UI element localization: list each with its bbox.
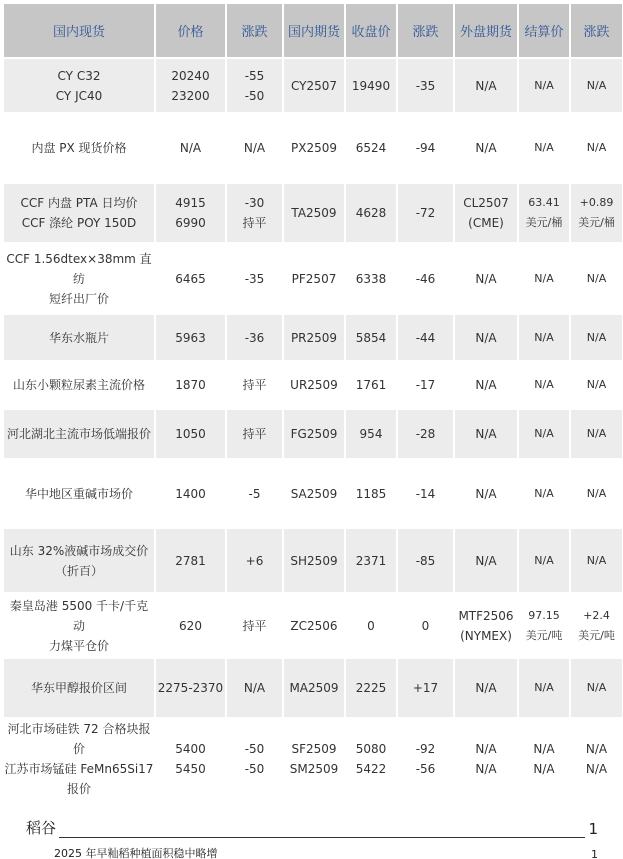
header-external-change: 涨跌: [571, 4, 622, 57]
cell-futures-contract: [284, 315, 344, 360]
cell-close-price-line: 954: [359, 427, 383, 441]
cell-futures-change: [398, 719, 453, 799]
cell-external-change-line: N/A: [586, 681, 607, 694]
cell-close-price: [346, 362, 396, 408]
cell-spot-name-line: 华中地区重碱市场价: [24, 486, 133, 501]
cell-spot-price-line: 1870: [175, 378, 206, 392]
cell-futures-change: [398, 410, 453, 458]
cell-close-price: [346, 114, 396, 182]
cell-external-change-line: N/A: [586, 553, 607, 567]
cell-futures-contract: [284, 410, 344, 458]
header-domestic-spot: 国内现货: [4, 4, 154, 57]
cell-close-price: [346, 315, 396, 360]
cell-close-price-line: 1761: [355, 378, 387, 392]
header-domestic-futures: 国内期货: [284, 4, 344, 57]
cell-settle-price: [519, 244, 569, 313]
cell-spot-price: [156, 59, 225, 112]
cell-spot-price-line: 2275-2370: [157, 681, 224, 695]
cell-spot-name-line: 报价: [66, 782, 91, 796]
cell-spot-price: [156, 659, 225, 717]
cell-settle-price-line: 97.15: [528, 608, 560, 622]
table-row: [4, 460, 622, 527]
cell-spot-name: [4, 659, 154, 717]
header-settle-price: 结算价: [519, 4, 569, 57]
cell-settle-price-line: N/A: [534, 141, 554, 154]
cell-external-change: [571, 184, 622, 242]
cell-external-contract: [455, 362, 517, 408]
cell-futures-contract: [284, 244, 344, 313]
cell-futures-change-line: +17: [412, 681, 439, 695]
cell-futures-contract-line: PX2509: [291, 141, 337, 155]
cell-settle-price: [519, 114, 569, 182]
cell-external-contract-line: N/A: [475, 553, 497, 568]
table-row: [4, 315, 622, 360]
cell-external-change-line: 美元/吨: [578, 628, 615, 642]
cell-spot-price-line: 6465: [175, 271, 206, 286]
cell-spot-name-line: 短纤出厂价: [48, 291, 109, 306]
cell-spot-name: [4, 315, 154, 360]
cell-spot-change: [227, 410, 282, 458]
cell-futures-change-line: -85: [415, 553, 436, 568]
cell-spot-name-line: CCF 内盘 PTA 日均价: [20, 196, 138, 210]
cell-spot-change: [227, 460, 282, 527]
cell-spot-change: [227, 244, 282, 313]
cell-futures-change: [398, 114, 453, 182]
cell-futures-change-line: -14: [415, 486, 436, 501]
toc-section-page: 1: [588, 820, 598, 838]
cell-external-contract: [455, 460, 517, 527]
cell-futures-contract: [284, 362, 344, 408]
cell-spot-change: [227, 719, 282, 799]
cell-spot-change-line: -50: [244, 742, 265, 756]
cell-external-contract-line: N/A: [475, 141, 497, 155]
cell-close-price: [346, 184, 396, 242]
cell-external-change: [571, 719, 622, 799]
cell-spot-name-line: 力煤平仓价: [48, 638, 109, 653]
cell-futures-change-line: -92: [415, 742, 436, 756]
cell-futures-change-line: -46: [415, 271, 436, 286]
cell-close-price-line: 5422: [355, 762, 387, 776]
cell-close-price: [346, 244, 396, 313]
cell-spot-name: [4, 410, 154, 458]
cell-spot-change: [227, 59, 282, 112]
cell-settle-price-line: N/A: [534, 486, 554, 500]
cell-external-change: [571, 362, 622, 408]
cell-external-change: [571, 244, 622, 313]
cell-external-change: [571, 410, 622, 458]
cell-external-contract: [455, 659, 517, 717]
cell-spot-name: [4, 529, 154, 592]
cell-futures-contract-line: SM2509: [289, 762, 339, 776]
table-body: [4, 59, 622, 799]
cell-external-change-line: N/A: [586, 330, 607, 344]
cell-settle-price: [519, 315, 569, 360]
table-row: [4, 59, 622, 112]
cell-spot-price: [156, 184, 225, 242]
cell-spot-price-line: 620: [179, 618, 202, 633]
cell-spot-price-line: 2781: [175, 553, 206, 568]
cell-external-contract: [455, 184, 517, 242]
cell-settle-price: [519, 594, 569, 657]
cell-spot-change: [227, 529, 282, 592]
cell-spot-name: [4, 362, 154, 408]
cell-futures-contract: [284, 594, 344, 657]
table-row: [4, 184, 622, 242]
cell-settle-price-line: N/A: [533, 742, 555, 756]
header-price: 价格: [156, 4, 225, 57]
cell-futures-contract: [284, 529, 344, 592]
cell-futures-change-line: -28: [415, 427, 436, 441]
cell-spot-change-line: -50: [244, 88, 265, 103]
cell-spot-name-line: 河北市场硅铁 72 合格块报价: [7, 722, 151, 756]
header-external-futures: 外盘期货: [455, 4, 517, 57]
cell-external-contract-line: N/A: [475, 681, 497, 695]
cell-spot-name: [4, 244, 154, 313]
cell-settle-price-line: N/A: [534, 681, 554, 694]
cell-futures-change: [398, 659, 453, 717]
cell-futures-contract: [284, 59, 344, 112]
cell-spot-price: [156, 315, 225, 360]
cell-external-change: [571, 114, 622, 182]
cell-external-change-line: +2.4: [583, 608, 610, 622]
cell-futures-change-line: -17: [415, 378, 436, 392]
cell-close-price-line: 19490: [351, 78, 391, 93]
cell-close-price-line: 5854: [355, 330, 387, 345]
cell-spot-price-line: 4915: [175, 196, 206, 210]
cell-external-contract: [455, 315, 517, 360]
cell-spot-name-line: （折百）: [54, 563, 103, 578]
cell-spot-name-line: 秦皇岛港 5500 千卡/千克动: [9, 598, 149, 633]
cell-spot-name: [4, 114, 154, 182]
cell-spot-price-line: N/A: [179, 141, 202, 155]
cell-spot-change: [227, 594, 282, 657]
cell-external-change-line: N/A: [586, 271, 607, 285]
cell-spot-price-line: 5400: [175, 742, 206, 756]
toc-entry-page: 1: [591, 848, 598, 859]
cell-external-contract: [455, 594, 517, 657]
cell-close-price: [346, 59, 396, 112]
cell-spot-change-line: N/A: [243, 141, 266, 155]
cell-close-price: [346, 659, 396, 717]
toc-entry-title: 2025 年早籼稻种植面积稳中略增: [54, 847, 218, 859]
cell-spot-change-line: 持平: [242, 618, 267, 633]
cell-close-price-line: 4628: [355, 206, 387, 220]
toc-section-title: 稻谷: [26, 819, 57, 837]
cell-close-price: [346, 460, 396, 527]
cell-external-contract-line: N/A: [475, 762, 497, 776]
cell-futures-change-line: -35: [415, 78, 436, 93]
cell-external-change-line: N/A: [585, 742, 608, 756]
cell-external-contract: [455, 114, 517, 182]
table-header-row: [4, 4, 622, 57]
cell-external-change-line: 美元/桶: [578, 216, 615, 229]
cell-settle-price: [519, 362, 569, 408]
cell-spot-change-line: -5: [248, 486, 261, 501]
cell-futures-contract-line: MA2509: [289, 681, 339, 695]
cell-settle-price: [519, 659, 569, 717]
cell-spot-name: [4, 594, 154, 657]
cell-external-contract-line: N/A: [475, 271, 497, 286]
cell-settle-price: [519, 460, 569, 527]
cell-spot-name: [4, 184, 154, 242]
cell-external-contract-line: (NYMEX): [460, 628, 512, 643]
cell-futures-contract-line: PR2509: [290, 330, 338, 345]
cell-futures-contract: [284, 659, 344, 717]
cell-close-price-line: 0: [367, 618, 375, 633]
cell-close-price-line: 2225: [355, 681, 387, 695]
cell-external-contract-line: N/A: [475, 378, 497, 392]
cell-spot-name: [4, 59, 154, 112]
header-change: 涨跌: [227, 4, 282, 57]
cell-spot-change: [227, 184, 282, 242]
cell-spot-price-line: 20240: [171, 68, 210, 83]
cell-futures-change: [398, 460, 453, 527]
cell-spot-change-line: -55: [244, 68, 265, 83]
cell-external-change-line: N/A: [586, 378, 607, 391]
cell-futures-contract: [284, 184, 344, 242]
cell-external-change-line: N/A: [586, 141, 607, 154]
cell-external-change: [571, 460, 622, 527]
cell-external-contract: [455, 719, 517, 799]
cell-external-change-line: +0.89: [579, 196, 614, 209]
cell-external-change: [571, 594, 622, 657]
cell-settle-price: [519, 719, 569, 799]
cell-settle-price: [519, 59, 569, 112]
cell-spot-name-line: 山东 32%液碱市场成交价: [9, 543, 149, 558]
cell-futures-change-line: -44: [415, 330, 436, 345]
cell-settle-price-line: 美元/吨: [525, 628, 563, 642]
cell-futures-contract-line: SA2509: [290, 486, 338, 501]
cell-close-price-line: 6338: [355, 271, 387, 286]
table-row: [4, 114, 622, 182]
cell-futures-contract: [284, 460, 344, 527]
cell-futures-contract-line: FG2509: [290, 427, 338, 441]
cell-settle-price-line: N/A: [534, 378, 554, 391]
cell-spot-name-line: 华东水瓶片: [48, 330, 109, 345]
cell-spot-change-line: -50: [244, 762, 265, 776]
cell-spot-name-line: 华东甲醇报价区间: [30, 681, 127, 695]
cell-external-contract: [455, 410, 517, 458]
table-row: [4, 594, 622, 657]
cell-external-contract-line: N/A: [475, 330, 497, 345]
cell-futures-contract-line: PF2507: [291, 271, 337, 286]
cell-spot-price: [156, 460, 225, 527]
cell-spot-name-line: CCF 涤纶 POY 150D: [21, 216, 137, 230]
cell-spot-change-line: +6: [245, 553, 264, 568]
cell-futures-change: [398, 59, 453, 112]
cell-futures-change: [398, 315, 453, 360]
cell-spot-name: [4, 719, 154, 799]
cell-close-price: [346, 594, 396, 657]
cell-spot-change: [227, 315, 282, 360]
cell-spot-price: [156, 410, 225, 458]
table-row: [4, 659, 622, 717]
table-row: [4, 529, 622, 592]
cell-close-price: [346, 410, 396, 458]
cell-spot-change: [227, 362, 282, 408]
cell-spot-name-line: 江苏市场锰硅 FeMn65Si17: [4, 762, 154, 776]
table-row: [4, 362, 622, 408]
cell-external-contract: [455, 59, 517, 112]
cell-spot-change-line: 持平: [242, 216, 267, 230]
cell-spot-price-line: 5963: [175, 330, 206, 345]
cell-spot-price: [156, 244, 225, 313]
cell-close-price-line: 5080: [355, 742, 387, 756]
cell-external-change-line: N/A: [585, 762, 608, 776]
toc-leader-dots: [221, 851, 589, 859]
cell-settle-price-line: N/A: [533, 762, 555, 776]
cell-futures-contract-line: ZC2506: [290, 618, 338, 633]
cell-settle-price: [519, 410, 569, 458]
cell-external-contract-line: N/A: [475, 486, 497, 501]
cell-futures-change-line: -72: [415, 206, 436, 220]
cell-settle-price-line: N/A: [534, 553, 554, 567]
cell-futures-change: [398, 244, 453, 313]
cell-spot-price-line: 6990: [175, 216, 206, 230]
toc-subentry[interactable]: [54, 845, 598, 859]
cell-futures-change: [398, 594, 453, 657]
cell-settle-price: [519, 529, 569, 592]
cell-spot-change: [227, 114, 282, 182]
cell-spot-change-line: -35: [244, 271, 265, 286]
cell-external-change-line: N/A: [586, 486, 607, 500]
cell-settle-price-line: 63.41: [528, 196, 560, 209]
cell-external-change-line: N/A: [586, 427, 607, 440]
cell-close-price-line: 2371: [355, 553, 387, 568]
cell-settle-price-line: N/A: [534, 427, 554, 440]
cell-external-change: [571, 315, 622, 360]
cell-spot-price-line: 5450: [175, 762, 206, 776]
cell-futures-change: [398, 184, 453, 242]
cell-futures-change-line: -94: [415, 141, 436, 155]
cell-spot-name: [4, 460, 154, 527]
cell-futures-contract-line: SH2509: [290, 553, 338, 568]
cell-spot-price-line: 1400: [175, 486, 206, 501]
cell-spot-price-line: 1050: [175, 427, 206, 441]
cell-external-contract: [455, 529, 517, 592]
cell-close-price-line: 1185: [355, 486, 387, 501]
cell-external-contract-line: MTF2506: [458, 608, 514, 623]
cell-external-contract-line: N/A: [475, 427, 497, 441]
cell-settle-price-line: N/A: [534, 330, 554, 344]
cell-external-contract-line: N/A: [475, 78, 497, 93]
toc-leader-line: [59, 824, 585, 838]
cell-futures-contract: [284, 114, 344, 182]
cell-settle-price-line: 美元/桶: [525, 216, 563, 229]
cell-spot-price: [156, 114, 225, 182]
cell-futures-change: [398, 362, 453, 408]
cell-external-contract-line: N/A: [475, 742, 497, 756]
cell-external-change-line: N/A: [586, 78, 607, 92]
cell-spot-change: [227, 659, 282, 717]
futures-quotes-table: [2, 2, 623, 801]
cell-futures-change-line: -56: [415, 762, 436, 776]
cell-external-contract: [455, 244, 517, 313]
cell-settle-price: [519, 184, 569, 242]
table-row: [4, 244, 622, 313]
cell-close-price-line: 6524: [355, 141, 387, 155]
cell-spot-change-line: 持平: [242, 427, 267, 441]
cell-spot-name-line: CCF 1.56dtex×38mm 直纺: [6, 251, 152, 286]
cell-spot-name-line: CY C32: [57, 68, 101, 83]
cell-settle-price-line: N/A: [534, 271, 554, 285]
cell-external-change: [571, 659, 622, 717]
cell-futures-contract-line: CY2507: [290, 78, 338, 93]
cell-spot-price: [156, 362, 225, 408]
cell-spot-change-line: 持平: [242, 378, 267, 392]
cell-futures-contract: [284, 719, 344, 799]
cell-spot-change-line: -30: [244, 196, 265, 210]
cell-spot-price-line: 23200: [171, 88, 210, 103]
cell-external-contract-line: CL2507: [463, 196, 509, 210]
cell-spot-name-line: 内盘 PX 现货价格: [31, 141, 127, 155]
cell-futures-contract-line: TA2509: [291, 206, 337, 220]
cell-futures-change: [398, 529, 453, 592]
toc-section-entry[interactable]: [26, 817, 598, 838]
table-row: [4, 410, 622, 458]
cell-futures-contract-line: UR2509: [290, 378, 338, 392]
cell-spot-name-line: 山东小颗粒尿素主流价格: [12, 378, 145, 392]
cell-external-change: [571, 59, 622, 112]
cell-external-contract-line: (CME): [468, 216, 504, 230]
table-row: [4, 719, 622, 799]
cell-close-price: [346, 719, 396, 799]
cell-spot-change-line: N/A: [243, 681, 266, 695]
cell-spot-price: [156, 594, 225, 657]
cell-spot-name-line: CY JC40: [55, 88, 103, 103]
cell-spot-price: [156, 529, 225, 592]
cell-spot-change-line: -36: [244, 330, 265, 345]
cell-futures-contract-line: SF2509: [291, 742, 337, 756]
cell-spot-name-line: 河北湖北主流市场低端报价: [6, 427, 151, 441]
cell-close-price: [346, 529, 396, 592]
cell-spot-price: [156, 719, 225, 799]
header-futures-change: 涨跌: [398, 4, 453, 57]
header-close-price: 收盘价: [346, 4, 396, 57]
cell-settle-price-line: N/A: [534, 78, 554, 92]
cell-futures-change-line: 0: [421, 618, 430, 633]
cell-external-change: [571, 529, 622, 592]
